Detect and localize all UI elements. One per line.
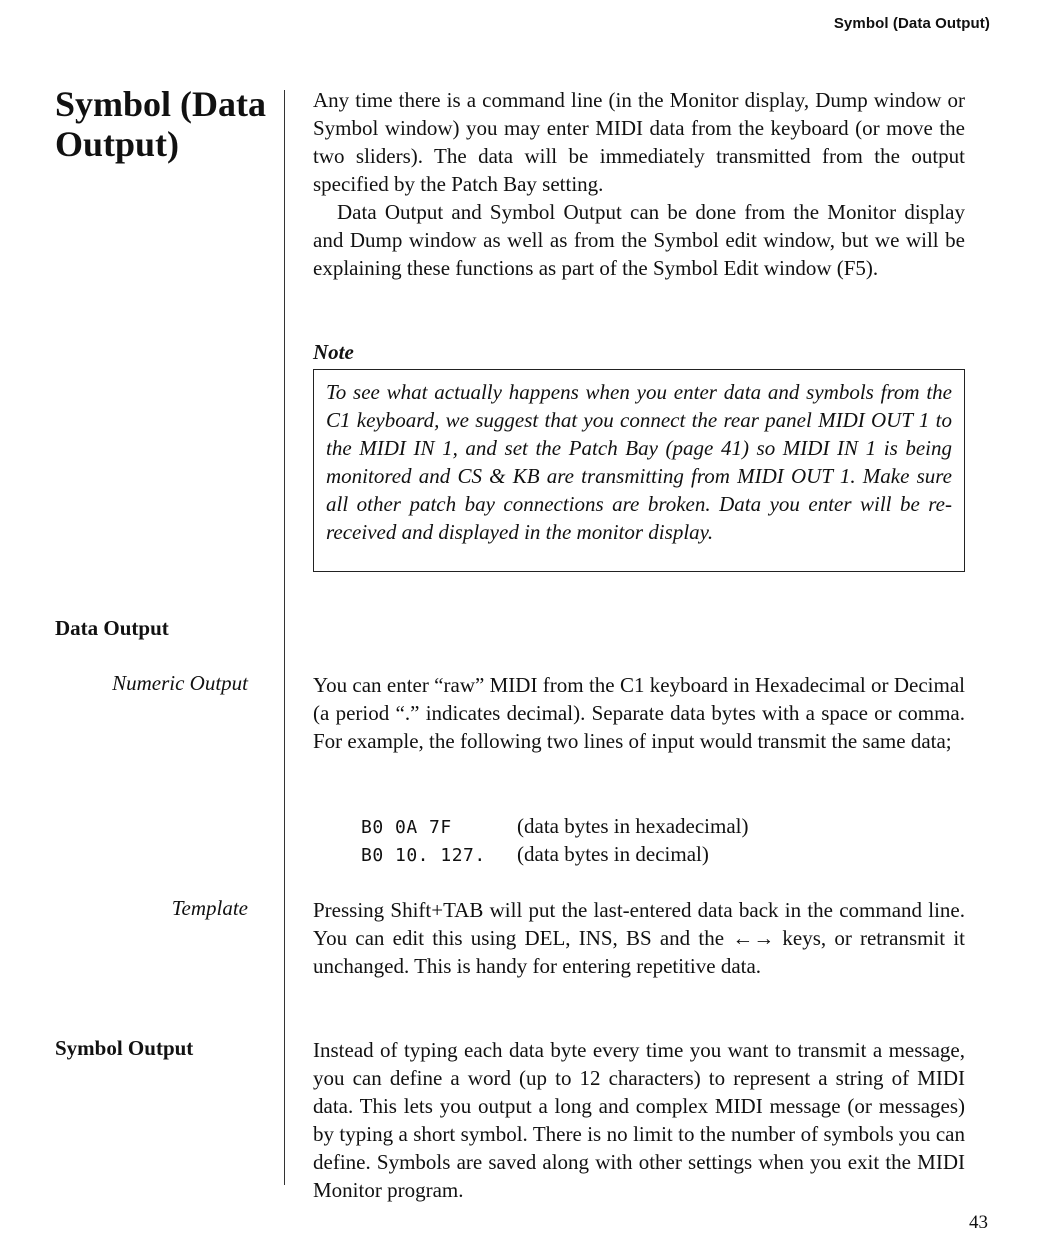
code-examples	[361, 812, 748, 868]
code-example-hex: B0 0A 7F	[361, 817, 452, 838]
code-example-row	[361, 812, 748, 840]
note-label: Note	[313, 340, 354, 364]
template-paragraph: Pressing Shift+TAB will put the last-entered data back in the command line. You can edit this using DEL, INS, BS and the ←→ keys, or retransmit it unchanged. This is handy for entering repetitive data.	[313, 898, 965, 978]
note-text: To see what actually happens when you enter data and symbols from the C1 keyboard, we suggest that you connect the rear panel MIDI OUT 1 to the MIDI IN 1, and set the Patch Bay (page 41) so MIDI IN 1 is being monitored and CS & KB are transmitting from MIDI OUT 1. Make sure all other patch bay connections are broken. Data you enter will be re-received and displayed in the monitor display.	[326, 380, 952, 544]
code-example-row	[361, 840, 748, 868]
symbol-output-paragraph: Instead of typing each data byte every time you want to transmit a message, you can define a word (up to 12 characters) to represent a string of MIDI data. This lets you output a long and complex MIDI message (or messages) by typing a short symbol. There is no limit to the number of symbols you can define. Symbols are saved along with other settings when you exit the MIDI Monitor program.	[313, 1038, 965, 1202]
code-example-decimal-description: (data bytes in decimal)	[517, 842, 709, 866]
data-output-heading: Data Output	[55, 616, 169, 640]
symbol-output-heading: Symbol Output	[55, 1036, 194, 1060]
page-number: 43	[969, 1212, 988, 1233]
note-box	[313, 369, 965, 572]
numeric-output-paragraph: You can enter “raw” MIDI from the C1 keyboard in Hexadecimal or Decimal (a period “.” indicates decimal). Separate data bytes with a space or comma. For example, the following two lines of input would transmit the same data;	[313, 673, 965, 753]
column-divider	[284, 90, 285, 1185]
template-subheading: Template	[171, 896, 248, 920]
chapter-title: Symbol (Data Output)	[55, 84, 267, 164]
intro-paragraph-1: Any time there is a command line (in the Monitor display, Dump window or Symbol window) you may enter MIDI data from the keyboard (or move the two sliders). The data will be immediately transmitted from the output specified by the Patch Bay setting.	[313, 88, 965, 196]
intro-paragraph-2: Data Output and Symbol Output can be done from the Monitor display and Dump window as well as from the Symbol edit window, but we will be explaining these functions as part of the Symbol Edit window (F5).	[313, 200, 965, 280]
running-head: Symbol (Data Output)	[833, 15, 990, 32]
code-example-hex-description: (data bytes in hexadecimal)	[517, 814, 749, 838]
numeric-output-subheading: Numeric Output	[112, 671, 248, 695]
code-example-decimal: B0 10. 127.	[361, 845, 486, 866]
